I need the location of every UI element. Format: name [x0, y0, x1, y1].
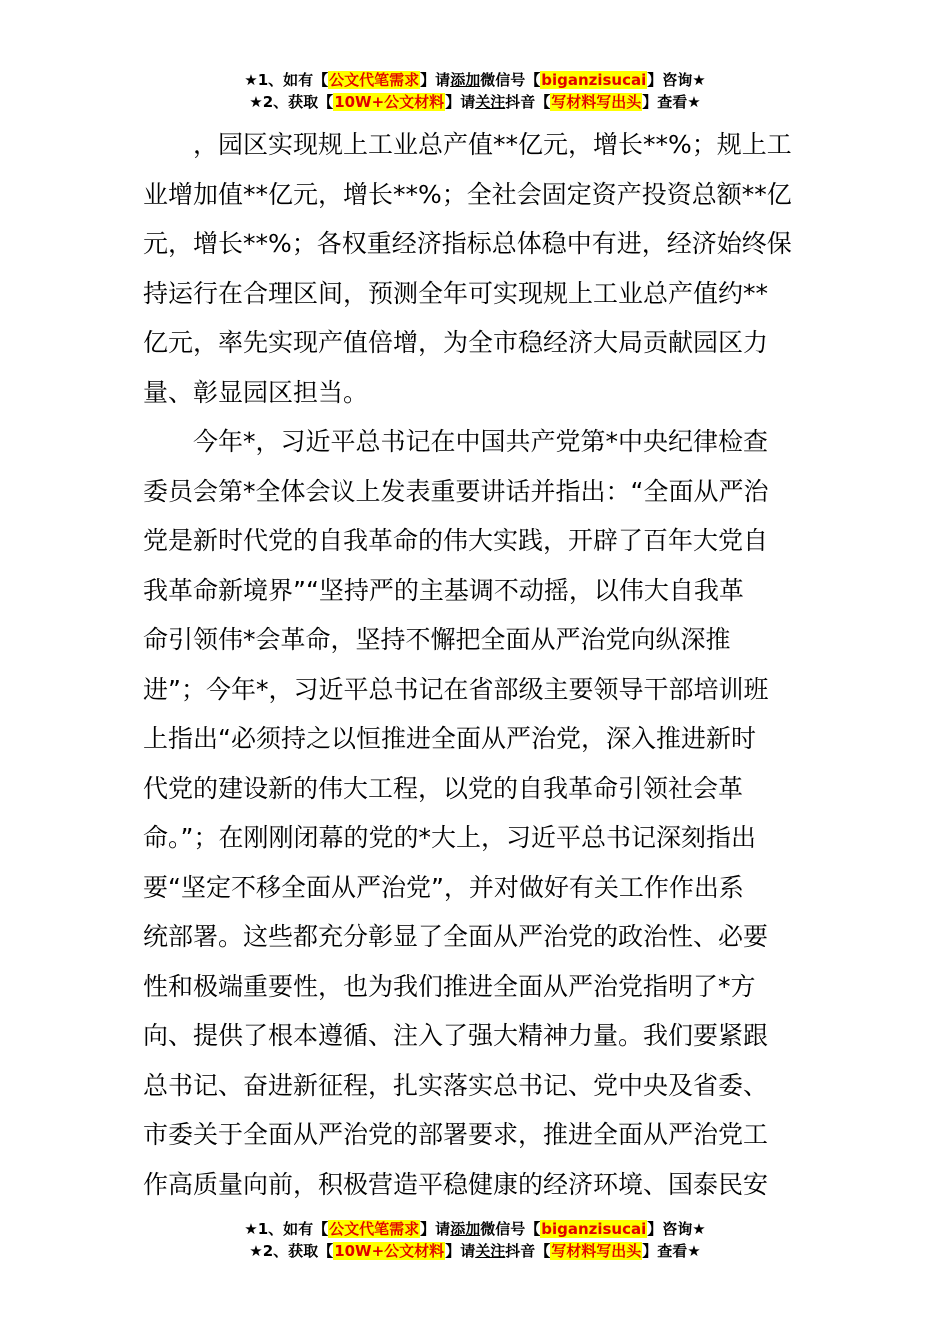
banner-text: 】查看★ [642, 1242, 701, 1260]
text-line: 元，增长**%；各权重经济指标总体稳中有进，经济始终保 [143, 229, 792, 258]
banner-text: 】咨询★ [647, 1220, 706, 1238]
bottom-banner [0, 1218, 950, 1262]
highlight-text: 公文代笔需求 [329, 1220, 420, 1238]
highlight-text: 公文代笔需求 [329, 71, 420, 89]
banner-text: 微信号【 [480, 1220, 541, 1238]
banner-text: 】请 [445, 1242, 476, 1260]
underlined-text: 关注 [475, 93, 506, 111]
banner-line-2 [0, 1240, 950, 1262]
banner-text: 】查看★ [642, 93, 701, 111]
underlined-text: 添加 [450, 1220, 481, 1238]
text-line: 统部署。这些都充分彰显了全面从严治党的政治性、必要 [143, 922, 769, 951]
text-line: 命引领伟*会革命，坚持不懈把全面从严治党向纵深推 [143, 625, 731, 654]
text-line: 市委关于全面从严治党的部署要求，推进全面从严治党工 [143, 1120, 769, 1149]
text-line: 量、彰显园区担当。 [143, 377, 369, 407]
text-line: 性和极端重要性，也为我们推进全面从严治党指明了*方 [143, 971, 756, 1001]
text-line: ，园区实现规上工业总产值**亿元，增长**%；规上工 [193, 130, 792, 159]
banner-text: 抖音【 [505, 93, 551, 111]
underlined-text: 关注 [475, 1242, 506, 1260]
document-body [143, 120, 807, 1209]
text-line: 持运行在合理区间，预测全年可实现规上工业总产值约** [143, 278, 769, 308]
banner-text: 】咨询★ [647, 71, 706, 89]
banner-text: 】请 [420, 1220, 451, 1238]
banner-text: ★2、获取【 [249, 1242, 334, 1260]
banner-text: ★1、如有【 [244, 1220, 329, 1238]
banner-line-2 [0, 91, 950, 113]
banner-text: 微信号【 [480, 71, 541, 89]
text-line: 我革命新境界”“坚持严的主基调不动摇，以伟大自我革 [143, 575, 744, 605]
banner-text: ★1、如有【 [244, 71, 329, 89]
top-banner [0, 69, 950, 113]
text-line: 要“坚定不移全面从严治党”，并对做好有关工作作出系 [143, 872, 744, 902]
douyin-id-highlight: 写材料写出头 [551, 93, 642, 111]
text-line: 业增加值**亿元，增长**%；全社会固定资产投资总额**亿 [143, 179, 792, 209]
text-line: 进”；今年*，习近平总书记在省部级主要领导干部培训班 [143, 674, 769, 704]
text-line: 委员会第*全体会议上发表重要讲话并指出：“全面从严治 [143, 476, 769, 506]
wechat-id-highlight: biganzisucai [541, 71, 647, 89]
text-line: 亿元，率先实现产值倍增，为全市稳经济大局贡献园区力 [143, 328, 769, 357]
wechat-id-highlight: biganzisucai [541, 1220, 647, 1238]
banner-line-1 [0, 1218, 950, 1240]
text-line: 代党的建设新的伟大工程，以党的自我革命引领社会革 [143, 773, 744, 803]
text-line: 党是新时代党的自我革命的伟大实践，开辟了百年大党自 [143, 526, 769, 555]
douyin-id-highlight: 写材料写出头 [551, 1242, 642, 1260]
banner-line-1 [0, 69, 950, 91]
text-line: 今年*，习近平总书记在中国共产党第*中央纪律检查 [193, 427, 769, 456]
paragraph-2 [143, 417, 807, 1209]
text-line: 总书记、奋进新征程，扎实落实总书记、党中央及省委、 [143, 1070, 769, 1100]
underlined-text: 添加 [450, 71, 481, 89]
paragraph-1 [143, 120, 807, 417]
highlight-text: 10W+公文材料 [334, 1242, 445, 1260]
banner-text: ★2、获取【 [249, 93, 334, 111]
text-line: 作高质量向前，积极营造平稳健康的经济环境、国泰民安 [143, 1169, 769, 1199]
highlight-text: 10W+公文材料 [334, 93, 445, 111]
banner-text: 】请 [420, 71, 451, 89]
banner-text: 】请 [445, 93, 476, 111]
text-line: 向、提供了根本遵循、注入了强大精神力量。我们要紧跟 [143, 1021, 769, 1050]
banner-text: 抖音【 [505, 1242, 551, 1260]
text-line: 上指出“必须持之以恒推进全面从严治党，深入推进新时 [143, 724, 756, 753]
text-line: 命。”；在刚刚闭幕的党的*大上，习近平总书记深刻指出 [143, 823, 756, 852]
